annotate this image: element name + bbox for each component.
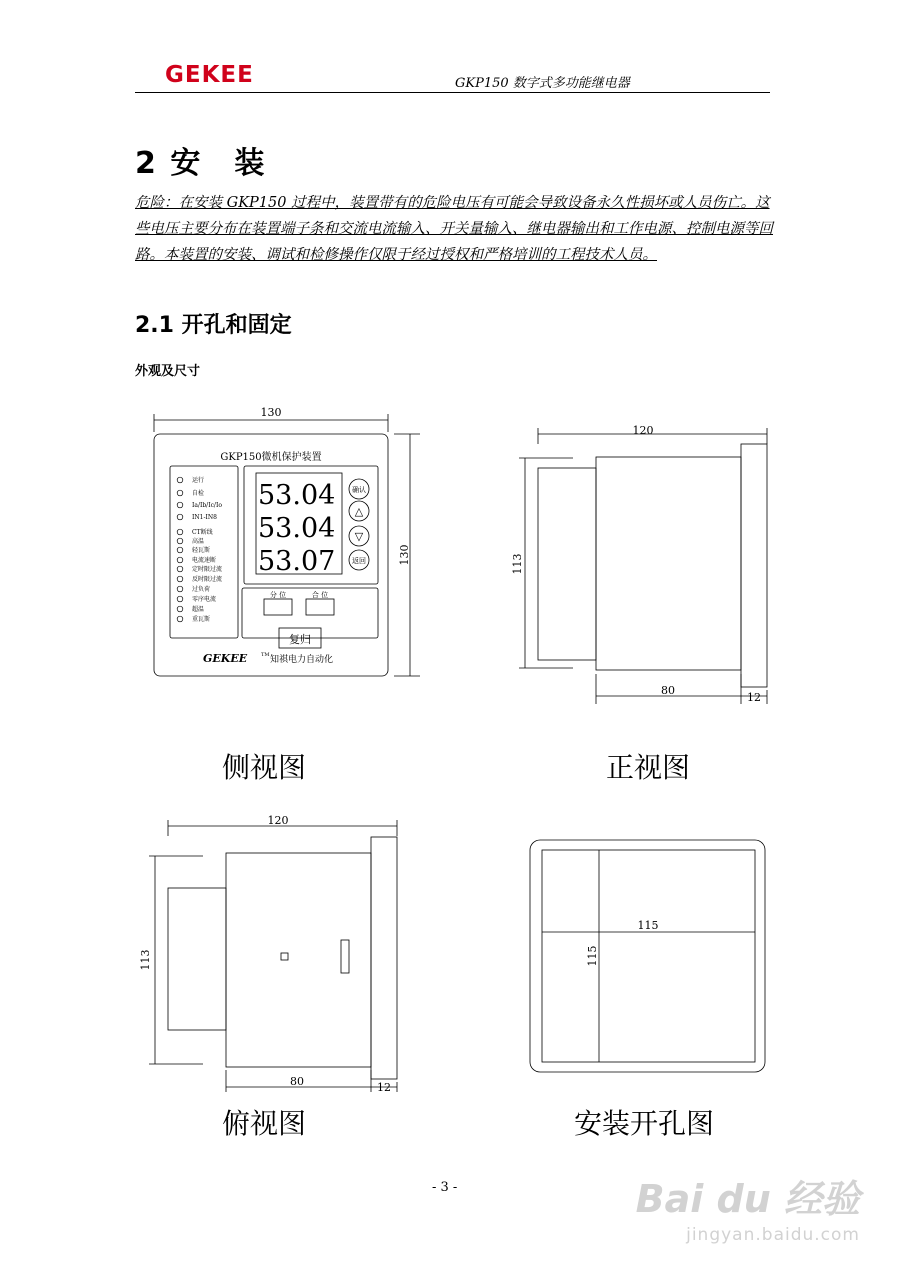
dim-width-label: 130	[260, 406, 282, 419]
brand-logo: GEKEE	[165, 62, 254, 88]
panel-brand-tm: TM	[261, 652, 270, 658]
cutout-dim-vertical: 115	[586, 945, 599, 967]
led-label-overtemp: 超温	[192, 606, 205, 613]
led-label-hightemp: 高温	[192, 538, 205, 545]
reset-button[interactable]: 复归	[289, 633, 311, 646]
top-dim-top: 120	[267, 814, 289, 827]
caption-cutout: 安装开孔图	[574, 1107, 715, 1140]
cutout-drawing	[520, 830, 780, 1080]
section-heading: 2 安 装	[135, 146, 267, 181]
side-dim-left: 113	[511, 553, 524, 575]
side-dim-flange: 12	[747, 691, 761, 704]
back-button[interactable]: 返回	[352, 557, 366, 565]
up-button[interactable]: △	[354, 505, 364, 518]
down-button[interactable]: ▽	[354, 530, 364, 543]
display-reading-2: 53.04	[258, 513, 336, 544]
caption-front-view: 正视图	[606, 751, 691, 784]
led-label-instant: 电流速断	[192, 557, 217, 564]
front-panel-drawing	[140, 400, 420, 700]
led-label-phase: Ia/Ib/Ic/Io	[192, 502, 222, 509]
led-label-selftest: 自检	[192, 490, 205, 497]
cutout-dim-horizontal: 115	[637, 919, 659, 932]
confirm-button[interactable]: 确认	[352, 486, 366, 494]
dim-height-label: 130	[398, 544, 411, 566]
top-dim-flange: 12	[377, 1081, 391, 1094]
led-label-inverse: 反时限过流	[192, 576, 223, 583]
top-dim-left: 113	[139, 949, 152, 971]
header-title: GKP150 数字式多功能继电器	[455, 76, 630, 91]
caption-side-view: 侧视图	[222, 751, 307, 784]
led-label-overload: 过负荷	[192, 586, 211, 593]
header-rule	[135, 92, 770, 93]
side-dim-bottom: 80	[661, 684, 675, 697]
panel-title: GKP150微机保护装置	[220, 452, 322, 463]
led-label-inputs: IN1-IN8	[192, 514, 217, 521]
baidu-watermark	[636, 1168, 860, 1245]
led-label-ct: CT断线	[192, 529, 213, 536]
display-reading-1: 53.04	[258, 480, 336, 511]
panel-brand: GEKEE	[203, 652, 248, 665]
led-label-lightgas: 轻瓦斯	[192, 547, 211, 554]
watermark-line2: jingyan.baidu.com	[686, 1225, 860, 1245]
led-label-heavygas: 重瓦斯	[192, 616, 211, 623]
led-label-run: 运行	[192, 477, 205, 484]
subsection-heading: 2.1 开孔和固定	[135, 313, 292, 338]
led-label-zero-seq: 零序电流	[192, 596, 217, 603]
figure-subheading: 外观及尺寸	[135, 364, 201, 379]
caption-top-view: 俯视图	[222, 1107, 307, 1140]
panel-brand-sub: 知祺电力自动化	[270, 655, 334, 665]
side-dim-top: 120	[632, 424, 654, 437]
danger-warning: 危险：在安装 GKP150 过程中，装置带有的危险电压有可能会导致设备永久性损坏或人员伤亡。这些电压主要分布在装置端子条和交流电流输入、开关量输入、继电器输出和工作电源、控制电源等回路。本装置的安装、调试和检修操作仅限于经过授权和严格培训的工程技术人员。	[135, 195, 773, 263]
display-reading-3: 53.07	[258, 546, 336, 577]
watermark-line1: Bai du 经验	[635, 1177, 860, 1221]
side-view-drawing	[505, 418, 775, 708]
led-label-definite: 定时限过流	[192, 566, 223, 573]
page-number: - 3 -	[432, 1180, 458, 1195]
top-dim-bottom: 80	[290, 1075, 304, 1088]
open-position-label: 分 位	[269, 591, 287, 599]
top-view-drawing	[135, 812, 405, 1102]
close-position-label: 合 位	[311, 591, 329, 599]
